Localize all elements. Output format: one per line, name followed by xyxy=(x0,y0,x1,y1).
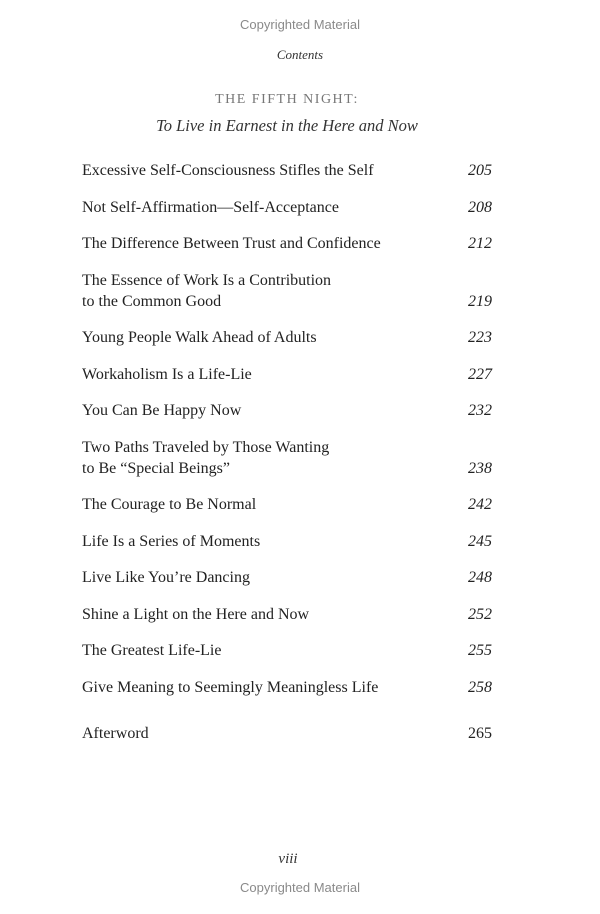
toc-entry-page-number: 258 xyxy=(468,678,492,696)
running-head: Contents xyxy=(276,47,324,62)
toc-entry xyxy=(82,327,492,348)
toc-entry-page-number: 227 xyxy=(468,365,492,383)
toc-entry xyxy=(82,531,492,552)
afterword-label: Afterword xyxy=(82,725,149,742)
section-subtitle: To Live in Earnest in the Here and Now xyxy=(156,116,418,135)
toc-entry-page-number: 212 xyxy=(468,235,492,252)
toc-entry-title-line: The Courage to Be Normal xyxy=(82,496,257,513)
table-of-contents xyxy=(82,160,492,713)
toc-entry-title xyxy=(82,327,432,348)
toc-entry-title xyxy=(82,494,432,515)
toc-entry-title xyxy=(82,604,432,625)
toc-entry-title xyxy=(82,400,432,421)
toc-entry xyxy=(82,160,492,181)
toc-entry-page-number: 245 xyxy=(468,532,492,550)
toc-entry-page-number: 252 xyxy=(468,605,492,623)
toc-entry-page-number: 208 xyxy=(468,198,492,216)
toc-entry-title xyxy=(82,677,432,698)
toc-entry-title xyxy=(82,364,432,385)
copyright-watermark-top: Copyrighted Material xyxy=(240,17,360,32)
toc-entry xyxy=(82,233,492,254)
toc-entry-page-number: 242 xyxy=(468,496,492,513)
toc-entry-title-line: Give Meaning to Seemingly Meaningless Life xyxy=(82,678,379,696)
toc-entry-page-number: 223 xyxy=(468,329,492,346)
afterword-page-number: 265 xyxy=(468,725,492,742)
toc-entry-page-number: 232 xyxy=(468,402,492,419)
toc-entry-title xyxy=(82,640,432,661)
toc-entry-title-line: Two Paths Traveled by Those Wanting xyxy=(82,438,330,456)
toc-entry-title-line: Life Is a Series of Moments xyxy=(82,532,261,550)
toc-entry-title-line: Live Like You’re Dancing xyxy=(82,569,250,586)
toc-entry-title-line: The Essence of Work Is a Contribution xyxy=(82,271,332,289)
toc-entry-page-number: 205 xyxy=(468,162,492,179)
toc-entry-title-line: Excessive Self-Consciousness Stifles the Self xyxy=(82,162,374,179)
toc-entry xyxy=(82,604,492,625)
toc-entry-title-line: to Be “Special Beings” xyxy=(82,459,230,477)
toc-entry-title-line: Workaholism Is a Life-Lie xyxy=(82,365,252,383)
toc-entry-page-number: 238 xyxy=(468,459,492,477)
toc-entry xyxy=(82,437,492,479)
toc-entry-title-line: The Greatest Life-Lie xyxy=(82,642,222,659)
toc-entry-afterword xyxy=(82,723,492,744)
toc-entry-title xyxy=(82,160,432,181)
toc-entry-page-number: 219 xyxy=(468,292,492,310)
section-title: THE FIFTH NIGHT: xyxy=(215,92,359,107)
toc-entry xyxy=(82,400,492,421)
toc-entry xyxy=(82,640,492,661)
toc-entry xyxy=(82,494,492,515)
toc-entry xyxy=(82,677,492,698)
toc-entry-title xyxy=(82,197,432,218)
toc-entry-title-line: to the Common Good xyxy=(82,292,222,310)
toc-entry xyxy=(82,270,492,312)
copyright-watermark-bottom: Copyrighted Material xyxy=(240,880,360,895)
toc-entry-page-number: 248 xyxy=(468,569,492,586)
toc-entry xyxy=(82,567,492,588)
toc-entry-title xyxy=(82,437,432,479)
toc-entry-title xyxy=(82,531,432,552)
toc-entry-title xyxy=(82,233,432,254)
toc-entry-title-line: Shine a Light on the Here and Now xyxy=(82,605,310,623)
toc-entry xyxy=(82,197,492,218)
toc-entry-title-line: Young People Walk Ahead of Adults xyxy=(82,329,317,346)
page-number: viii xyxy=(278,851,298,867)
toc-entry-title-line: Not Self-Affirmation—Self-Acceptance xyxy=(82,198,339,216)
toc-entry-title xyxy=(82,270,432,312)
toc-entry-page-number: 255 xyxy=(468,642,492,659)
toc-entry xyxy=(82,364,492,385)
toc-entry-title xyxy=(82,567,432,588)
toc-entry-title-line: The Difference Between Trust and Confidence xyxy=(82,235,381,252)
toc-entry-title-line: You Can Be Happy Now xyxy=(82,402,242,419)
